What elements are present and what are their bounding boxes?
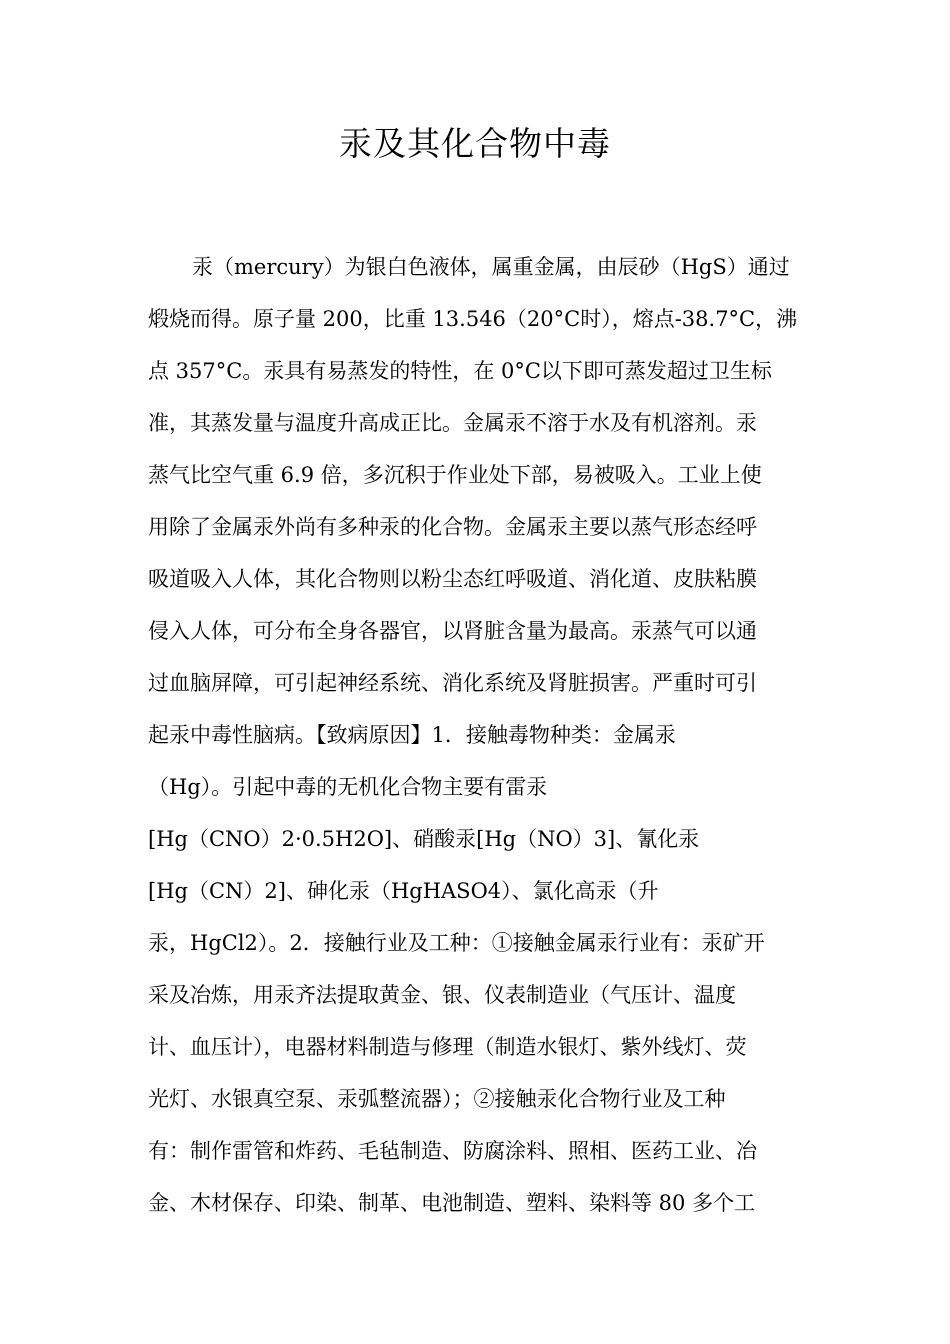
body-line: 起汞中毒性脑病。【致病原因】1．接触毒物种类：金属汞 <box>148 723 676 747</box>
document-body <box>148 245 808 1233</box>
body-line: [Hg（CN）2]、砷化汞（HgHASO4）、氯化高汞（升 <box>148 879 659 903</box>
document-title: 汞及其化合物中毒 <box>339 124 611 163</box>
body-line: 用除了金属汞外尚有多种汞的化合物。金属汞主要以蒸气形态经呼 <box>148 515 757 539</box>
body-line: 采及冶炼，用汞齐法提取黄金、银、仪表制造业（气压计、温度 <box>148 983 736 1007</box>
body-line: 计、血压计），电器材料制造与修理（制造水银灯、紫外线灯、荧 <box>148 1035 747 1059</box>
body-line: 光灯、水银真空泵、汞弧整流器）；②接触汞化合物行业及工种 <box>148 1087 726 1111</box>
body-line: （Hg）。引起中毒的无机化合物主要有雷汞 <box>148 775 548 799</box>
body-line: 点 357°C。汞具有易蒸发的特性，在 0°C以下即可蒸发超过卫生标 <box>148 359 772 383</box>
body-line: 煅烧而得。原子量 200，比重 13.546（20°C时），熔点-38.7°C，沸 <box>148 307 798 331</box>
body-line: 金、木材保存、印染、制革、电池制造、塑料、染料等 80 多个工 <box>148 1191 756 1215</box>
body-line: 汞（mercury）为银白色液体，属重金属，由辰砂（HgS）通过 <box>192 255 790 279</box>
body-line: 吸道吸入人体，其化合物则以粉尘态红呼吸道、消化道、皮肤粘膜 <box>148 567 757 591</box>
body-line: [Hg（CNO）2·0.5H2O]、硝酸汞[Hg（NO）3]、氰化汞 <box>148 827 700 851</box>
body-line: 侵入人体，可分布全身各器官，以肾脏含量为最高。汞蒸气可以通 <box>148 619 757 643</box>
body-line: 蒸气比空气重 6.9 倍，多沉积于作业处下部，易被吸入。工业上使 <box>148 463 762 487</box>
body-line: 过血脑屏障，可引起神经系统、消化系统及肾脏损害。严重时可引 <box>148 671 757 695</box>
body-line: 有：制作雷管和炸药、毛毡制造、防腐涂料、照相、医药工业、冶 <box>148 1139 757 1163</box>
body-line: 准，其蒸发量与温度升高成正比。金属汞不溶于水及有机溶剂。汞 <box>148 411 757 435</box>
body-line: 汞，HgCl2）。2．接触行业及工种：①接触金属汞行业有：汞矿开 <box>148 931 765 955</box>
